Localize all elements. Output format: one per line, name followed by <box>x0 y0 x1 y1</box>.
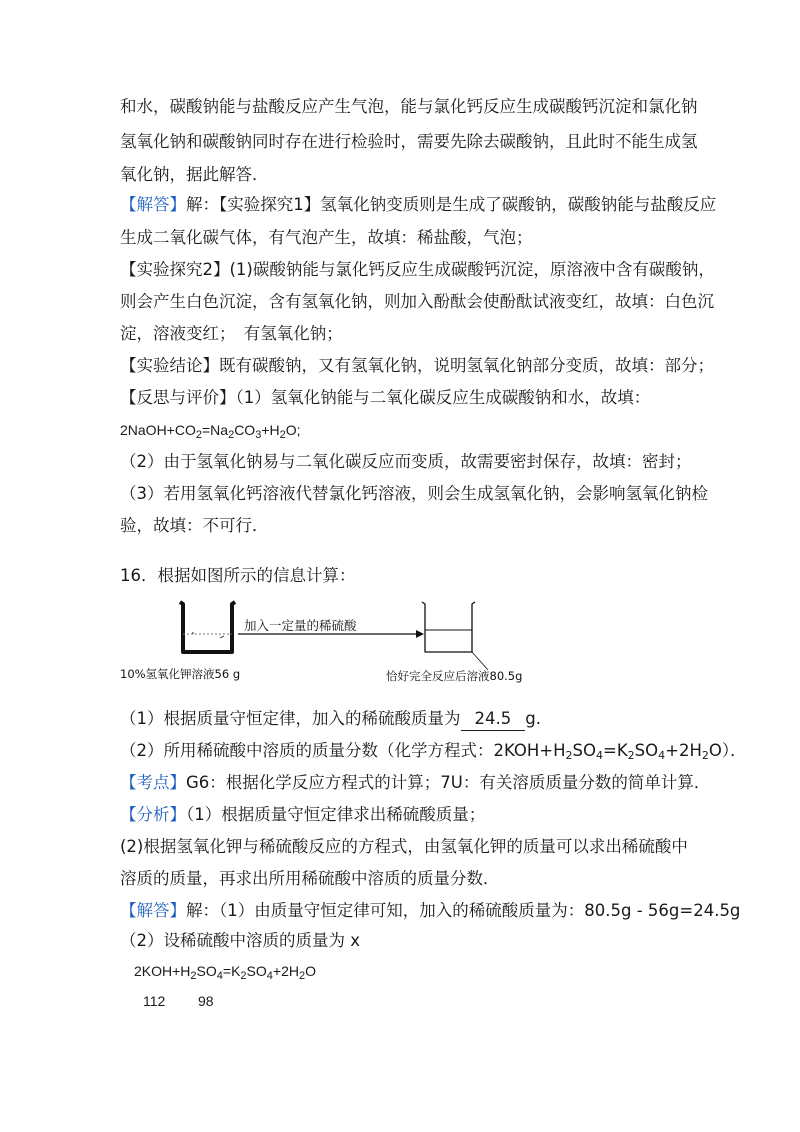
reaction-equation: $2KOH+H_2SO_4=K_2SO_4+2H_2O$ <box>134 963 316 982</box>
exam-point-tag: 【考点】 <box>120 773 186 792</box>
answer-tag: 【解答】 <box>120 901 186 920</box>
q1-text: （1）根据质量守恒定律，加入的稀硫酸质量为 <box>120 709 461 728</box>
text-line: 【反思与评价】（1）氢氧化钠能与二氧化碳反应生成碳酸钠和水，故填： <box>120 388 651 407</box>
answer-tag: 【解答】 <box>120 195 186 214</box>
question-part-1 <box>120 708 690 731</box>
right-beaker-icon <box>422 602 488 670</box>
analysis-tag: 【分析】 <box>120 805 186 824</box>
question-part-2: （2）所用稀硫酸中溶质的质量分数（化学方程式：$2KOH+H_2SO_4=K_2SO_4+2H_2O$）． <box>120 741 747 762</box>
text-line: （3）若用氢氧化钙溶液代替氯化钙溶液，则会生成氢氧化钠，会影响氢氧化钠检 <box>120 484 708 503</box>
text-line: 【实验探究2】(1)碳酸钠能与氯化钙反应生成碳酸钙沉淀，原溶液中含有碳酸钠， <box>120 260 715 279</box>
text-line: 【实验结论】既有碳酸钠，又有氢氧化钠，说明氢氧化钠部分变质，故填：部分； <box>120 356 714 375</box>
answer-text: 解：（1）由质量守恒定律可知，加入的稀硫酸质量为：80.5g - 56g=24.5g <box>186 901 741 920</box>
q1-unit: g. <box>525 709 541 728</box>
beaker-figure <box>120 594 540 686</box>
text-line: 氧化钠，据此解答． <box>120 165 269 184</box>
text-line: 则会产生白色沉淀，含有氢氧化钠，则加入酚酞会使酚酞试液变红，故填：白色沉 <box>120 292 714 311</box>
text-line: (2)根据氢氧化钾与稀硫酸反应的方程式，由氢氧化钾的质量可以求出稀硫酸中 <box>120 837 688 856</box>
analysis <box>120 804 690 826</box>
molar-mass-h2so4: 98 <box>198 993 214 1009</box>
exam-point-text: G6：根据化学反应方程式的计算；7U：有关溶质质量分数的简单计算． <box>186 773 711 792</box>
arrow-label: 加入一定量的稀硫酸 <box>244 618 357 633</box>
text-line: （2）由于氢氧化钠易与二氧化碳反应而变质，故需要密封保存，故填：密封； <box>120 452 692 471</box>
question-16: 16．根据如图所示的信息计算： <box>120 566 356 585</box>
text-line: （2）设稀硫酸中溶质的质量为 x <box>120 931 361 950</box>
answer-text: 解：【实验探究1】氢氧化钠变质则是生成了碳酸钠，碳酸钠能与盐酸反应 <box>186 195 717 214</box>
exam-point <box>120 772 711 794</box>
q2-text: （2）所用稀硫酸中溶质的质量分数（化学方程式：2KOH+H <box>120 741 566 760</box>
analysis-text: （1）根据质量守恒定律求出稀硫酸质量； <box>186 805 486 824</box>
right-caption: 恰好完全反应后溶液80.5g <box>386 669 523 683</box>
left-caption: 10%氢氧化钾溶液56 g <box>120 667 241 681</box>
answer-paragraph <box>120 194 717 216</box>
left-beaker-icon <box>180 602 235 652</box>
text-line: 生成二氧化碳气体，有气泡产生，故填：稀盐酸，气泡； <box>120 228 533 247</box>
text-line: 淀，溶液变红； 有氢氧化钠； <box>120 324 343 343</box>
q1-answer-blank: 24.5 <box>461 708 526 731</box>
q2-tail: O）． <box>708 741 747 760</box>
text-line: 和水，碳酸钠能与盐酸反应产生气泡，能与氯化钙反应生成碳酸钙沉淀和氯化钠 <box>120 97 698 116</box>
text-line: 验，故填：不可行． <box>120 516 269 535</box>
text-line: 氢氧化钠和碳酸钠同时存在进行检验时，需要先除去碳酸钠，且此时不能生成氢 <box>120 132 698 151</box>
molar-mass-koh: 112 <box>143 993 166 1009</box>
answer-paragraph-2 <box>120 900 741 922</box>
chemical-equation: $2NaOH+CO_2=Na_2CO_3+H_2O$; <box>120 422 301 441</box>
text-line: 溶质的质量，再求出所用稀硫酸中溶质的质量分数． <box>120 869 500 888</box>
